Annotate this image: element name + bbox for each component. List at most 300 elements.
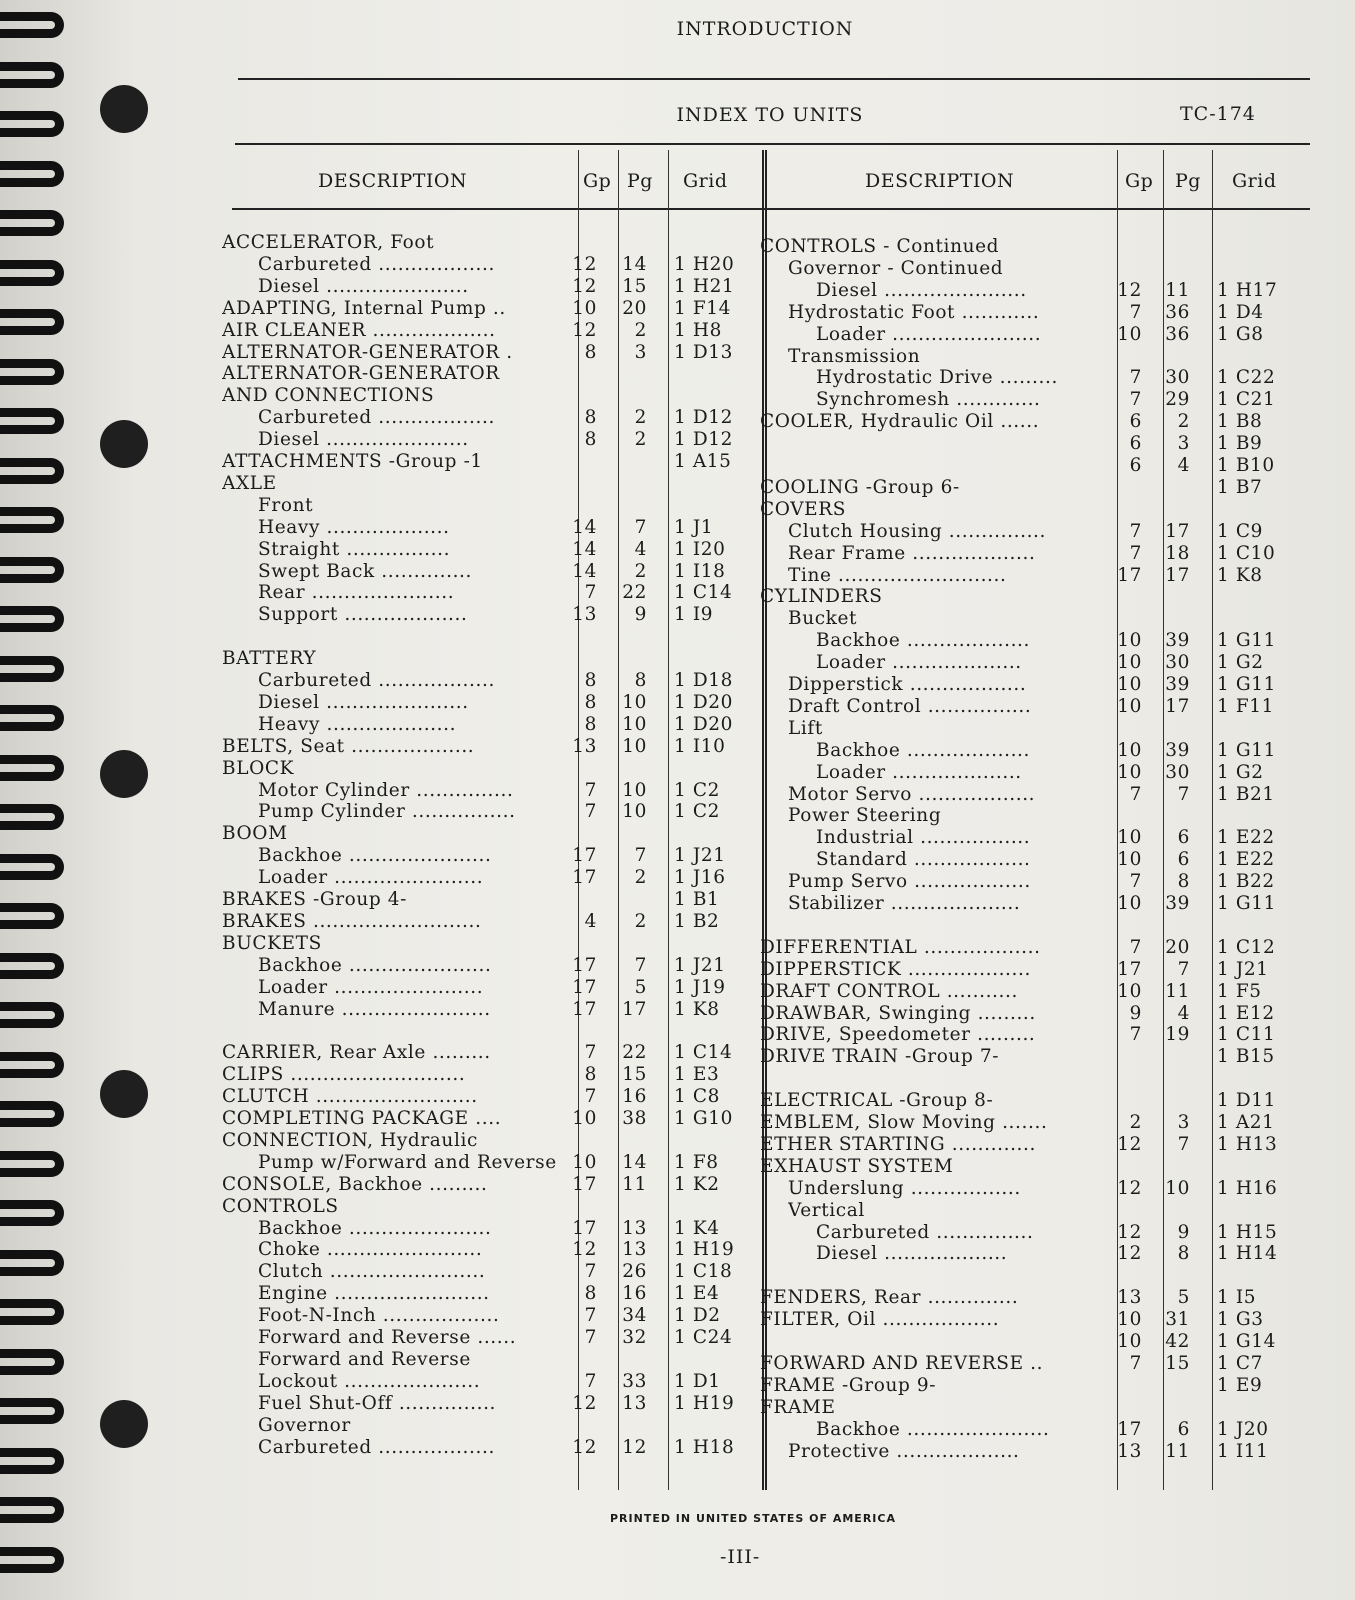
index-entry bbox=[752, 849, 1312, 871]
entry-page: 10 bbox=[622, 713, 647, 735]
index-entry bbox=[222, 823, 767, 845]
index-entry bbox=[752, 674, 1312, 696]
entry-page: 9 bbox=[1177, 1221, 1190, 1243]
index-entry bbox=[222, 1218, 767, 1240]
entry-group: 4 bbox=[584, 910, 597, 932]
right-pg-header: Pg bbox=[1175, 170, 1201, 192]
entry-grid: 1 H16 bbox=[1217, 1177, 1278, 1199]
punch-hole bbox=[100, 1070, 148, 1118]
entry-description: Carbureted ............... bbox=[816, 1221, 1034, 1243]
index-entry bbox=[222, 254, 767, 276]
entry-grid: 1 E3 bbox=[674, 1064, 720, 1086]
entry-group: 10 bbox=[1117, 695, 1142, 717]
index-entry bbox=[222, 889, 767, 911]
index-entry bbox=[752, 871, 1312, 893]
entry-description: Swept Back .............. bbox=[258, 560, 473, 582]
index-entry bbox=[222, 1371, 767, 1393]
entry-page: 39 bbox=[1165, 630, 1190, 652]
entry-group: 7 bbox=[1129, 783, 1142, 805]
entry-group: 17 bbox=[1117, 564, 1142, 586]
entry-group: 17 bbox=[1117, 958, 1142, 980]
entry-description: Backhoe ...................... bbox=[258, 845, 492, 867]
index-entry bbox=[222, 561, 767, 583]
index-entry bbox=[222, 1174, 767, 1196]
entry-description: BOOM bbox=[222, 823, 288, 845]
running-head: INTRODUCTION bbox=[676, 18, 854, 40]
index-entry bbox=[752, 1200, 1312, 1222]
entry-grid: 1 C21 bbox=[1217, 389, 1276, 411]
entry-page: 13 bbox=[622, 1239, 647, 1261]
punch-hole bbox=[100, 750, 148, 798]
entry-page: 42 bbox=[1165, 1331, 1190, 1352]
entry-group: 13 bbox=[1117, 1440, 1142, 1462]
entry-description: Carbureted .................. bbox=[258, 1436, 495, 1458]
entry-description: Diesel ...................... bbox=[258, 691, 469, 713]
index-entry bbox=[752, 959, 1312, 981]
binding-coil bbox=[0, 804, 64, 830]
entry-page: 36 bbox=[1165, 323, 1190, 345]
entry-description: BRAKES -Group 4- bbox=[222, 889, 408, 910]
entry-group: 8 bbox=[584, 691, 597, 713]
index-entry bbox=[222, 363, 767, 385]
index-entry bbox=[752, 915, 1312, 937]
entry-page: 22 bbox=[622, 582, 647, 604]
binding-coil bbox=[0, 1002, 64, 1028]
entry-group: 8 bbox=[584, 429, 597, 451]
entry-page: 38 bbox=[622, 1108, 647, 1129]
entry-grid: 1 G2 bbox=[1217, 652, 1264, 674]
entry-description: FENDERS, Rear .............. bbox=[760, 1287, 1019, 1309]
entry-group: 6 bbox=[1129, 455, 1142, 476]
entry-grid: 1 H14 bbox=[1217, 1243, 1278, 1265]
index-entry bbox=[222, 429, 767, 451]
entry-page: 10 bbox=[622, 801, 647, 823]
index-entry bbox=[752, 324, 1312, 346]
binding-coil bbox=[0, 260, 64, 286]
entry-grid: 1 I11 bbox=[1217, 1440, 1269, 1462]
index-entry bbox=[222, 1196, 767, 1218]
binding-coil bbox=[0, 12, 64, 38]
entry-page: 2 bbox=[634, 429, 647, 451]
index-entry bbox=[752, 1309, 1312, 1331]
index-entry bbox=[222, 1349, 767, 1371]
index-entry bbox=[752, 1419, 1312, 1441]
binding-coil bbox=[0, 111, 64, 137]
index-entry bbox=[222, 1108, 767, 1130]
index-entry bbox=[752, 1287, 1312, 1309]
entry-group: 10 bbox=[1117, 1309, 1142, 1331]
entry-description: Rear Frame ................... bbox=[788, 542, 1036, 564]
entry-description: ALTERNATOR-GENERATOR bbox=[222, 363, 500, 385]
entry-description: Backhoe ...................... bbox=[816, 1418, 1050, 1440]
entry-group: 7 bbox=[1129, 1352, 1142, 1374]
entry-group: 7 bbox=[1129, 367, 1142, 389]
entry-description: Diesel ...................... bbox=[816, 279, 1027, 301]
index-entry bbox=[222, 780, 767, 802]
index-entry bbox=[752, 937, 1312, 959]
entry-description: Engine ........................ bbox=[258, 1283, 490, 1305]
entry-description: AND CONNECTIONS bbox=[222, 385, 435, 407]
entry-page: 2 bbox=[634, 319, 647, 341]
entry-grid: 1 B8 bbox=[1217, 411, 1263, 433]
entry-description: Bucket bbox=[788, 608, 858, 630]
index-entry bbox=[752, 258, 1312, 280]
entry-grid: 1 J1 bbox=[674, 516, 714, 538]
entry-grid: 1 G8 bbox=[1217, 323, 1264, 345]
index-entry bbox=[222, 670, 767, 692]
entry-page: 3 bbox=[1177, 1112, 1190, 1133]
entry-page: 12 bbox=[622, 1436, 647, 1458]
entry-description: COOLER, Hydraulic Oil ...... bbox=[760, 411, 1040, 433]
entry-page: 36 bbox=[1165, 301, 1190, 323]
entry-page: 7 bbox=[634, 845, 647, 867]
index-entry bbox=[752, 718, 1312, 740]
entry-description: CONNECTION, Hydraulic bbox=[222, 1129, 478, 1151]
entry-group: 10 bbox=[572, 297, 597, 319]
entry-description: AXLE bbox=[222, 472, 277, 494]
binding-coil bbox=[0, 359, 64, 385]
entry-grid: 1 E4 bbox=[674, 1283, 720, 1305]
entry-group: 7 bbox=[1129, 542, 1142, 564]
entry-group: 6 bbox=[1129, 411, 1142, 433]
top-rule bbox=[238, 78, 1310, 80]
index-entry bbox=[752, 893, 1312, 915]
entry-group: 6 bbox=[1129, 433, 1142, 455]
entry-description: Front bbox=[258, 494, 314, 516]
entry-grid: 1 G11 bbox=[1217, 630, 1276, 652]
index-entry bbox=[222, 1393, 767, 1415]
entry-description: Loader .................... bbox=[816, 652, 1022, 674]
left-pg-header: Pg bbox=[627, 170, 653, 192]
entry-page: 11 bbox=[1165, 279, 1190, 301]
index-entry bbox=[222, 1152, 767, 1174]
entry-page: 30 bbox=[1165, 761, 1190, 783]
right-description-header: DESCRIPTION bbox=[865, 170, 1015, 192]
index-entry bbox=[222, 495, 767, 517]
entry-description: Transmission bbox=[788, 345, 921, 367]
entry-group: 13 bbox=[1117, 1287, 1142, 1309]
entry-grid: 1 C11 bbox=[1217, 1024, 1276, 1046]
entry-description: Stabilizer .................... bbox=[788, 893, 1021, 914]
entry-grid: 1 C14 bbox=[674, 1042, 733, 1064]
binding-coil bbox=[0, 557, 64, 583]
entry-group: 14 bbox=[572, 538, 597, 560]
entry-page: 5 bbox=[1177, 1287, 1190, 1309]
entry-page: 9 bbox=[634, 604, 647, 626]
index-entry bbox=[752, 981, 1312, 1003]
entry-description: Pump Servo .................. bbox=[788, 871, 1031, 893]
entry-page: 7 bbox=[1177, 1133, 1190, 1155]
entry-group: 7 bbox=[584, 1327, 597, 1348]
entry-page: 22 bbox=[622, 1042, 647, 1064]
entry-description: Manure ....................... bbox=[258, 998, 491, 1020]
entry-grid: 1 J21 bbox=[674, 845, 726, 867]
binding-coil bbox=[0, 1398, 64, 1424]
entry-description: BATTERY bbox=[222, 648, 317, 670]
entry-grid: 1 K4 bbox=[674, 1217, 720, 1239]
entry-description: EXHAUST SYSTEM bbox=[760, 1155, 954, 1177]
index-entry bbox=[222, 626, 767, 648]
index-entry bbox=[222, 1064, 767, 1086]
index-entry bbox=[222, 232, 767, 254]
entry-group: 12 bbox=[1117, 279, 1142, 301]
entry-page: 15 bbox=[622, 275, 647, 297]
entry-group: 7 bbox=[1129, 389, 1142, 411]
entry-grid: 1 G11 bbox=[1217, 674, 1276, 695]
entry-description: Tine .......................... bbox=[788, 564, 1007, 586]
index-entry bbox=[222, 845, 767, 867]
entry-grid: 1 E22 bbox=[1217, 827, 1275, 849]
index-entry bbox=[222, 582, 767, 604]
entry-description: COOLING -Group 6- bbox=[760, 476, 960, 498]
entry-page: 7 bbox=[634, 516, 647, 538]
index-entry bbox=[222, 977, 767, 999]
entry-grid: 1 C2 bbox=[674, 801, 720, 823]
entry-grid: 1 C12 bbox=[1217, 936, 1276, 958]
index-entry bbox=[222, 758, 767, 780]
entry-grid: 1 C10 bbox=[1217, 542, 1276, 564]
entry-description: Lockout ..................... bbox=[258, 1370, 481, 1392]
entry-group: 12 bbox=[572, 1392, 597, 1414]
entry-grid: 1 D13 bbox=[674, 341, 734, 363]
entry-description: Loader ....................... bbox=[258, 976, 484, 998]
entry-page: 17 bbox=[622, 998, 647, 1020]
entry-group: 12 bbox=[572, 1436, 597, 1458]
entry-description: BELTS, Seat ................... bbox=[222, 735, 475, 757]
entry-grid: 1 A15 bbox=[674, 451, 732, 472]
index-entry bbox=[752, 521, 1312, 543]
binding-coil bbox=[0, 1250, 64, 1276]
document-code: TC-174 bbox=[1180, 103, 1256, 125]
entry-grid: 1 J16 bbox=[674, 867, 726, 889]
entry-group: 7 bbox=[1129, 1024, 1142, 1046]
index-entry bbox=[752, 433, 1312, 455]
entry-grid: 1 H20 bbox=[674, 253, 735, 275]
entry-description: DRAWBAR, Swinging ......... bbox=[760, 1002, 1036, 1024]
entry-description: COMPLETING PACKAGE .... bbox=[222, 1108, 502, 1129]
index-entry bbox=[752, 1112, 1312, 1134]
binding-coil bbox=[0, 62, 64, 88]
entry-page: 14 bbox=[622, 253, 647, 275]
entry-grid: 1 J21 bbox=[1217, 958, 1269, 980]
entry-description: Backhoe ................... bbox=[816, 630, 1031, 652]
entry-group: 8 bbox=[584, 1064, 597, 1086]
index-entry bbox=[752, 455, 1312, 477]
index-entry bbox=[222, 1261, 767, 1283]
entry-description: CARRIER, Rear Axle ......... bbox=[222, 1042, 491, 1064]
entry-grid: 1 C2 bbox=[674, 779, 720, 801]
entry-group: 12 bbox=[572, 275, 597, 297]
entry-description: FRAME -Group 9- bbox=[760, 1374, 937, 1396]
index-entry bbox=[222, 736, 767, 758]
entry-page: 7 bbox=[1177, 783, 1190, 805]
index-entry bbox=[752, 1397, 1312, 1419]
entry-page: 10 bbox=[622, 691, 647, 713]
entry-page: 6 bbox=[1177, 849, 1190, 871]
entry-page: 11 bbox=[1165, 980, 1190, 1002]
index-entry bbox=[752, 805, 1312, 827]
entry-group: 8 bbox=[584, 713, 597, 735]
entry-grid: 1 B2 bbox=[674, 910, 720, 932]
index-entry bbox=[752, 827, 1312, 849]
entry-description: Underslung ................. bbox=[788, 1177, 1021, 1199]
index-entry bbox=[222, 473, 767, 495]
index-entry bbox=[752, 543, 1312, 565]
entry-page: 7 bbox=[1177, 958, 1190, 980]
entry-description: ALTERNATOR-GENERATOR . bbox=[222, 341, 513, 363]
entry-description: Draft Control ................ bbox=[788, 695, 1032, 717]
binding-coil bbox=[0, 606, 64, 632]
entry-description: Support ................... bbox=[258, 604, 468, 626]
index-entry bbox=[222, 911, 767, 933]
entry-grid: 1 J21 bbox=[674, 954, 726, 976]
entry-grid: 1 D20 bbox=[674, 691, 734, 713]
index-entry bbox=[222, 1415, 767, 1437]
entry-grid: 1 B22 bbox=[1217, 871, 1275, 893]
entry-description: BRAKES .......................... bbox=[222, 910, 482, 932]
index-entry bbox=[222, 1305, 767, 1327]
entry-description: Clutch ........................ bbox=[258, 1261, 486, 1283]
entry-grid: 1 E9 bbox=[1217, 1374, 1263, 1396]
entry-group: 8 bbox=[584, 1283, 597, 1305]
entry-description: DRIVE TRAIN -Group 7- bbox=[760, 1046, 1000, 1068]
entry-page: 2 bbox=[634, 867, 647, 889]
index-entry bbox=[752, 346, 1312, 368]
entry-description: Carbureted .................. bbox=[258, 253, 495, 275]
index-entry bbox=[752, 1046, 1312, 1068]
entry-group: 10 bbox=[1117, 674, 1142, 695]
entry-description: Pump Cylinder ................ bbox=[258, 801, 516, 823]
binding-coil bbox=[0, 408, 64, 434]
entry-description: Rear ...................... bbox=[258, 582, 455, 604]
entry-group: 7 bbox=[584, 1305, 597, 1327]
index-entry bbox=[752, 499, 1312, 521]
entry-grid: 1 I5 bbox=[1217, 1287, 1257, 1309]
binding-coil bbox=[0, 1200, 64, 1226]
entry-page: 3 bbox=[1177, 433, 1190, 455]
entry-page: 20 bbox=[622, 297, 647, 319]
left-grid-header: Grid bbox=[683, 170, 728, 192]
index-entry bbox=[222, 1086, 767, 1108]
entry-description: Hydrostatic Foot ............ bbox=[788, 301, 1040, 323]
entry-description: FORWARD AND REVERSE .. bbox=[760, 1352, 1044, 1374]
entry-grid: 1 D2 bbox=[674, 1305, 721, 1327]
entry-grid: 1 B10 bbox=[1217, 455, 1275, 476]
entry-description: Industrial ................. bbox=[816, 827, 1031, 849]
entry-description: Heavy ................... bbox=[258, 516, 450, 538]
right-gp-header: Gp bbox=[1125, 170, 1154, 192]
index-entry bbox=[222, 867, 767, 889]
entry-page: 4 bbox=[634, 538, 647, 560]
entry-group: 9 bbox=[1129, 1002, 1142, 1024]
index-entry bbox=[752, 302, 1312, 324]
entry-grid: 1 D20 bbox=[674, 713, 734, 735]
entry-description: Dipperstick .................. bbox=[788, 674, 1027, 695]
entry-description: EMBLEM, Slow Moving ....... bbox=[760, 1112, 1048, 1133]
entry-description: Synchromesh ............. bbox=[816, 389, 1041, 411]
entry-group: 7 bbox=[584, 779, 597, 801]
entry-group: 10 bbox=[1117, 980, 1142, 1002]
entry-description: Loader ....................... bbox=[816, 323, 1042, 345]
entry-page: 16 bbox=[622, 1283, 647, 1305]
index-entry bbox=[752, 630, 1312, 652]
entry-group: 7 bbox=[1129, 871, 1142, 893]
entry-group: 13 bbox=[572, 604, 597, 626]
entry-page: 3 bbox=[634, 341, 647, 363]
entry-description: COVERS bbox=[760, 498, 847, 520]
entry-grid: 1 K2 bbox=[674, 1173, 720, 1195]
entry-grid: 1 B15 bbox=[1217, 1046, 1275, 1068]
entry-grid: 1 H19 bbox=[674, 1239, 735, 1261]
entry-page: 29 bbox=[1165, 389, 1190, 411]
entry-description: Clutch Housing ............... bbox=[788, 520, 1047, 542]
entry-group: 7 bbox=[1129, 301, 1142, 323]
page-number: -III- bbox=[720, 1546, 761, 1568]
entry-page: 2 bbox=[634, 407, 647, 429]
entry-group: 14 bbox=[572, 516, 597, 538]
entry-page: 4 bbox=[1177, 1002, 1190, 1024]
entry-page: 8 bbox=[634, 670, 647, 691]
entry-page: 8 bbox=[1177, 871, 1190, 893]
entry-page: 15 bbox=[1165, 1352, 1190, 1374]
entry-description: ELECTRICAL -Group 8- bbox=[760, 1090, 994, 1112]
entry-grid: 1 G2 bbox=[1217, 761, 1264, 783]
entry-group: 8 bbox=[584, 341, 597, 363]
index-entry bbox=[752, 411, 1312, 433]
entry-group: 7 bbox=[1129, 936, 1142, 958]
entry-description: Diesel ...................... bbox=[258, 275, 469, 297]
entry-grid: 1 G10 bbox=[674, 1108, 733, 1129]
index-entry bbox=[752, 1353, 1312, 1375]
entry-group: 10 bbox=[1117, 1331, 1142, 1352]
entry-grid: 1 J20 bbox=[1217, 1418, 1269, 1440]
entry-grid: 1 C18 bbox=[674, 1261, 733, 1283]
index-entry bbox=[752, 1156, 1312, 1178]
entry-grid: 1 I20 bbox=[674, 538, 726, 560]
entry-grid: 1 I9 bbox=[674, 604, 714, 626]
entry-group: 7 bbox=[584, 1261, 597, 1283]
binding-coil bbox=[0, 161, 64, 187]
entry-page: 13 bbox=[622, 1392, 647, 1414]
entry-description: Heavy .................... bbox=[258, 713, 457, 735]
entry-grid: 1 D4 bbox=[1217, 301, 1264, 323]
entry-grid: 1 D12 bbox=[674, 429, 734, 451]
entry-description: ACCELERATOR, Foot bbox=[222, 232, 435, 253]
entry-description: BLOCK bbox=[222, 757, 295, 779]
entry-grid: 1 G14 bbox=[1217, 1331, 1276, 1352]
header-top-rule bbox=[235, 143, 1310, 145]
entry-page: 39 bbox=[1165, 674, 1190, 695]
entry-group: 17 bbox=[572, 1217, 597, 1239]
entry-description: Governor bbox=[258, 1414, 351, 1436]
entry-page: 18 bbox=[1165, 542, 1190, 564]
entry-group: 7 bbox=[584, 1086, 597, 1108]
entry-description: Lift bbox=[788, 717, 823, 739]
entry-group: 10 bbox=[572, 1108, 597, 1129]
entry-page: 11 bbox=[1165, 1440, 1190, 1462]
entry-grid: 1 E12 bbox=[1217, 1002, 1275, 1024]
entry-grid: 1 D18 bbox=[674, 670, 734, 691]
entry-group: 7 bbox=[584, 582, 597, 604]
entry-grid: 1 D11 bbox=[1217, 1090, 1277, 1112]
index-entry bbox=[752, 477, 1312, 499]
index-entry bbox=[752, 280, 1312, 302]
index-entry bbox=[752, 565, 1312, 587]
entry-group: 13 bbox=[572, 735, 597, 757]
right-grid-header: Grid bbox=[1232, 170, 1277, 192]
entry-grid: 1 C9 bbox=[1217, 520, 1263, 542]
entry-grid: 1 G11 bbox=[1217, 739, 1276, 761]
